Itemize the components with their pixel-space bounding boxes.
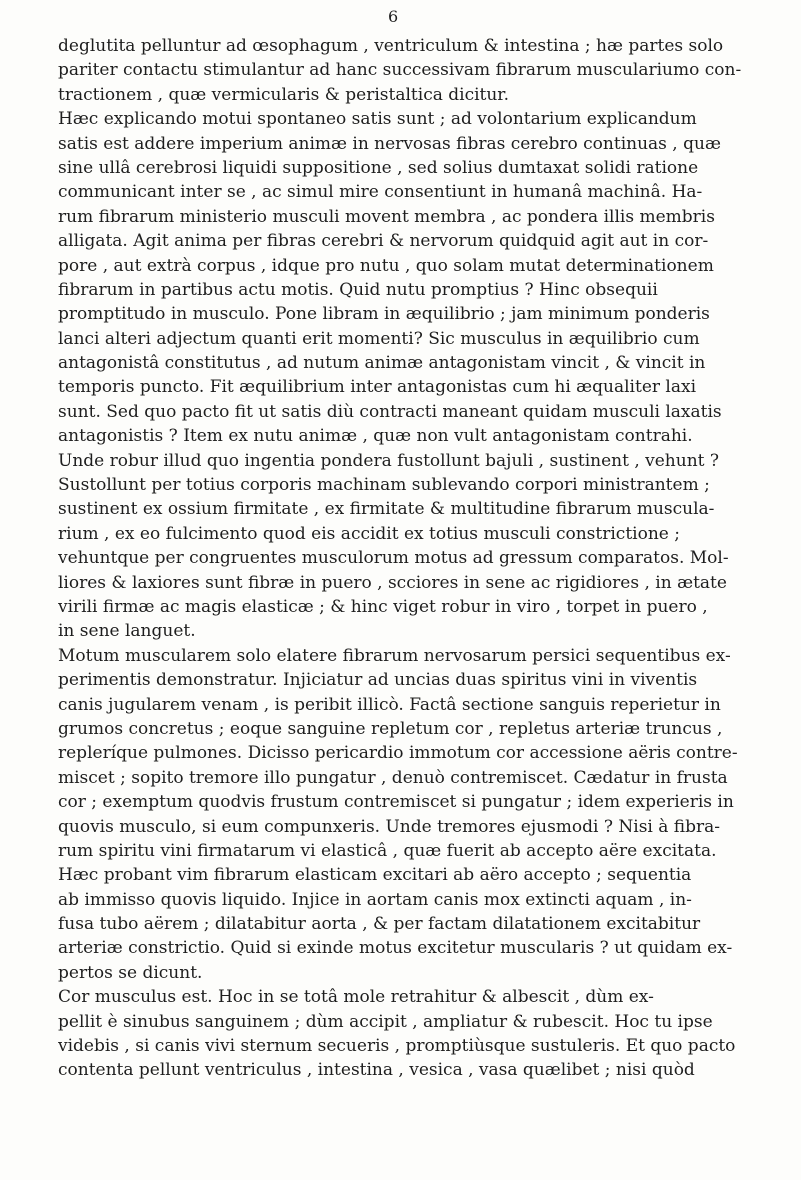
text-line: repleríque pulmones. Dicisso pericardio immotum cor accessione aëris contre- — [58, 743, 738, 764]
text-line: sustinent ex ossium firmitate , ex firmitate & multitudine fibrarum muscula- — [58, 499, 715, 520]
text-line: liores & laxiores sunt fibræ in puero , scciores in sene ac rigidiores , in ætate — [58, 572, 727, 593]
text-line: pariter contactu stimulantur ad hanc successivam fibrarum musculariumo con- — [58, 60, 742, 81]
text-line: antagonistis ? Item ex nutu animæ , quæ non vult antagonistam contrahi. — [58, 426, 693, 447]
text-line: sunt. Sed quo pacto fit ut satis diù contracti maneant quidam musculi laxatis — [58, 401, 722, 422]
page-number: 6 — [388, 7, 399, 26]
text-line: arteriæ constrictio. Quid si exinde motus excitetur muscularis ? ut quidam ex- — [58, 938, 733, 959]
text-line: Motum muscularem solo elatere fibrarum nervosarum persici sequentibus ex- — [58, 645, 731, 666]
text-line: Unde robur illud quo ingentia pondera fustollunt bajuli , sustinent , vehunt ? — [58, 450, 720, 471]
text-line: videbis , si canis vivi sternum secueris , promptiùsque sustuleris. Et quo pacto — [58, 1036, 736, 1057]
text-line: Hæc probant vim fibrarum elasticam excitari ab aëro accepto ; sequentia — [58, 865, 692, 886]
body-text — [58, 34, 770, 1083]
text-line: ab immisso quovis liquido. Injice in aortam canis mox extincti aquam , in- — [58, 889, 692, 910]
text-line: pertos se dicunt. — [58, 962, 203, 983]
text-line: miscet ; sopito tremore illo pungatur , denuò contremiscet. Cædatur in frusta — [58, 767, 728, 788]
text-line: perimentis demonstratur. Injiciatur ad uncias duas spiritus vini in viventis — [58, 670, 698, 691]
text-line: tractionem , quæ vermicularis & peristaltica dicitur. — [58, 84, 509, 105]
text-line: canis jugularem venam , is peribit illicò. Factâ sectione sanguis reperietur in — [58, 694, 721, 715]
text-line: deglutita pelluntur ad œsophagum , ventriculum & intestina ; hæ partes solo — [58, 36, 724, 56]
text-line: fibrarum in partibus actu motis. Quid nutu promptius ? Hinc obsequii — [58, 279, 658, 300]
text-line: rum spiritu vini firmatarum vi elasticâ , quæ fuerit ab accepto aëre excitata. — [58, 840, 717, 861]
text-line: fusa tubo aërem ; dilatabitur aorta , & per factam dilatationem excitabitur — [58, 914, 701, 935]
text-line: contenta pellunt ventriculus , intestina , vesica , vasa quælibet ; nisi quòd — [58, 1060, 695, 1081]
text-line: Sustollunt per totius corporis machinam sublevando corpori ministrantem ; — [58, 475, 710, 496]
text-line: lanci alteri adjectum quanti erit momenti? Sic musculus in æquilibrio cum — [58, 328, 700, 349]
text-line: pore , aut extrà corpus , idque pro nutu , quo solam mutat determinationem — [58, 255, 714, 276]
text-line: temporis puncto. Fit æquilibrium inter antagonistas cum hi æqualiter laxi — [58, 377, 697, 398]
text-line: cor ; exemptum quodvis frustum contremiscet si pungatur ; idem experieris in — [58, 792, 734, 813]
text-line: Hæc explicando motui spontaneo satis sunt ; ad volontarium explicandum — [58, 109, 697, 130]
text-line: communicant inter se , ac simul mire consentiunt in humanâ machinâ. Ha- — [58, 182, 703, 203]
text-line: rum fibrarum ministerio musculi movent membra , ac pondera illis membris — [58, 206, 715, 227]
text-line: virili firmæ ac magis elasticæ ; & hinc viget robur in viro , torpet in puero , — [58, 596, 708, 617]
text-line: in sene languet. — [58, 621, 196, 642]
text-line: satis est addere imperium animæ in nervosas fibras cerebro continuas , quæ — [58, 133, 721, 154]
text-line: vehuntque per congruentes musculorum motus ad gressum comparatos. Mol- — [58, 548, 729, 569]
text-line: antagonistâ constitutus , ad nutum animæ antagonistam vincit , & vincit in — [58, 353, 706, 374]
text-line: sine ullâ cerebrosi liquidi suppositione , sed solius dumtaxat solidi ratione — [58, 157, 699, 178]
text-line: pellit è sinubus sanguinem ; dùm accipit , ampliatur & rubescit. Hoc tu ipse — [58, 1011, 713, 1032]
text-line: rium , ex eo fulcimento quod eis accidit ex totius musculi constrictione ; — [58, 523, 680, 544]
text-line: quovis musculo, si eum compunxeris. Unde tremores ejusmodi ? Nisi à fibra- — [58, 816, 721, 837]
text-line: Cor musculus est. Hoc in se totâ mole retrahitur & albescit , dùm ex- — [58, 987, 654, 1008]
text-line: promptitudo in musculo. Pone libram in æquilibrio ; jam minimum ponderis — [58, 304, 710, 325]
text-line: alligata. Agit anima per fibras cerebri & nervorum quidquid agit aut in cor- — [58, 231, 709, 252]
text-line: grumos concretus ; eoque sanguine repletum cor , repletus arteriæ truncus , — [58, 718, 723, 739]
